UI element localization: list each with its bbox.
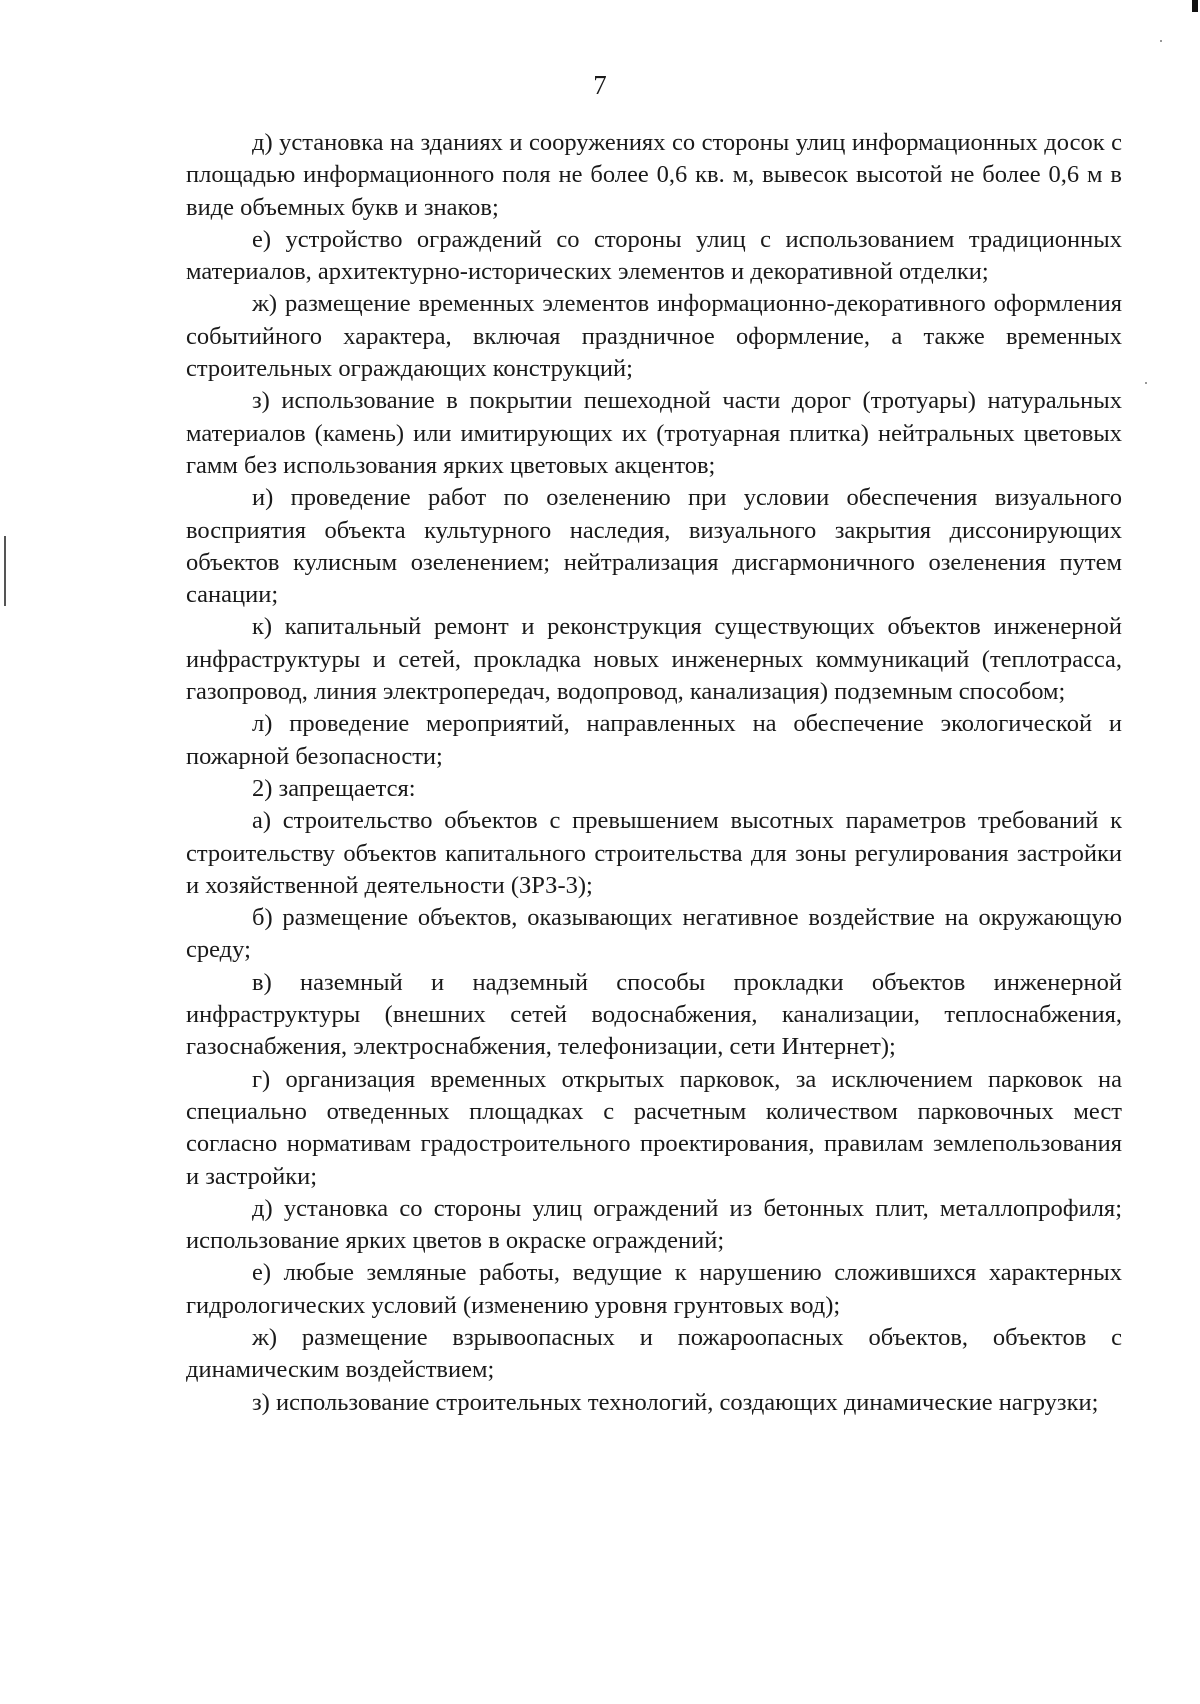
scan-binding-mark (4, 536, 6, 606)
paragraph-1-d: д) установка на зданиях и сооружениях со стороны улиц информационных досок с площадью информационного поля не более 0,6 кв. м, вывесок высотой не более 0,6 м в виде объемных букв и знаков; (186, 129, 1122, 221)
paragraph-1-e: е) устройство ограждений со стороны улиц с использованием традиционных материалов, архитектурно-исторических элементов и декоративной отделки; (186, 225, 1122, 286)
paragraph-1-k: к) капитальный ремонт и реконструкция существующих объектов инженерной инфраструктуры и сетей, прокладка новых инженерных коммуникаций (теплотрасса, газопровод, линия электропередач, водопровод, канализация) подземным способом; (186, 613, 1122, 706)
paragraph-2-b: б) размещение объектов, оказывающих негативное воздействие на окружающую среду; (186, 904, 1122, 964)
scan-speck (1145, 382, 1147, 384)
paragraph-1-z: з) использование в покрытии пешеходной части дорог (тротуары) натуральных материалов (камень) или имитирующих их (тротуарная плитка) нейтральных цветовых гамм без использования ярких цветовых акцентов; (186, 387, 1122, 479)
paragraph-1-zh: ж) размещение временных элементов информационно-декоративного оформления событийного характера, включая праздничное оформление, а также временных строительных ограждающих конструкций; (186, 290, 1122, 383)
page-number: 7 (593, 70, 607, 100)
scan-speck (1160, 40, 1162, 42)
document-body (186, 127, 1122, 1419)
paragraph-1-l: л) проведение мероприятий, направленных на обеспечение экологической и пожарной безопасности; (186, 710, 1122, 770)
paragraph-2-e: е) любые земляные работы, ведущие к нарушению сложившихся характерных гидрологических условий (изменению уровня грунтовых вод); (186, 1259, 1122, 1319)
paragraph-2-d: д) установка со стороны улиц ограждений из бетонных плит, металлопрофиля; использование ярких цветов в окраске ограждений; (186, 1194, 1122, 1255)
paragraph-2-v: в) наземный и надземный способы прокладки объектов инженерной инфраструктуры (внешних сетей водоснабжения, канализации, теплоснабжения, газоснабжения, электроснабжения, телефонизации, сети Интернет); (186, 968, 1122, 1061)
scan-corner-mark (1192, 0, 1198, 12)
section-2-heading: 2) запрещается: (252, 774, 416, 802)
paragraph-1-i: и) проведение работ по озеленению при условии обеспечения визуального восприятия объекта культурного наследия, визуального закрытия диссонирующих объектов кулисным озеленением; нейтрализация дисгармоничного озеленения путем санации; (186, 484, 1122, 609)
paragraph-2-zh: ж) размещение взрывоопасных и пожароопасных объектов, объектов с динамическим воздействием; (186, 1323, 1122, 1384)
paragraph-2-z: з) использование строительных технологий, создающих динамические нагрузки; (252, 1388, 1099, 1416)
paragraph-2-a: а) строительство объектов с превышением высотных параметров требований к строительству объектов капитального строительства для зоны регулирования застройки и хозяйственной деятельности (ЗРЗ-3); (186, 807, 1122, 899)
paragraph-2-g: г) организация временных открытых парковок, за исключением парковок на специально отведенных площадках с расчетным количеством парковочных мест согласно нормативам градостроительного проектирования, правилам землепользования и застройки; (186, 1065, 1122, 1190)
